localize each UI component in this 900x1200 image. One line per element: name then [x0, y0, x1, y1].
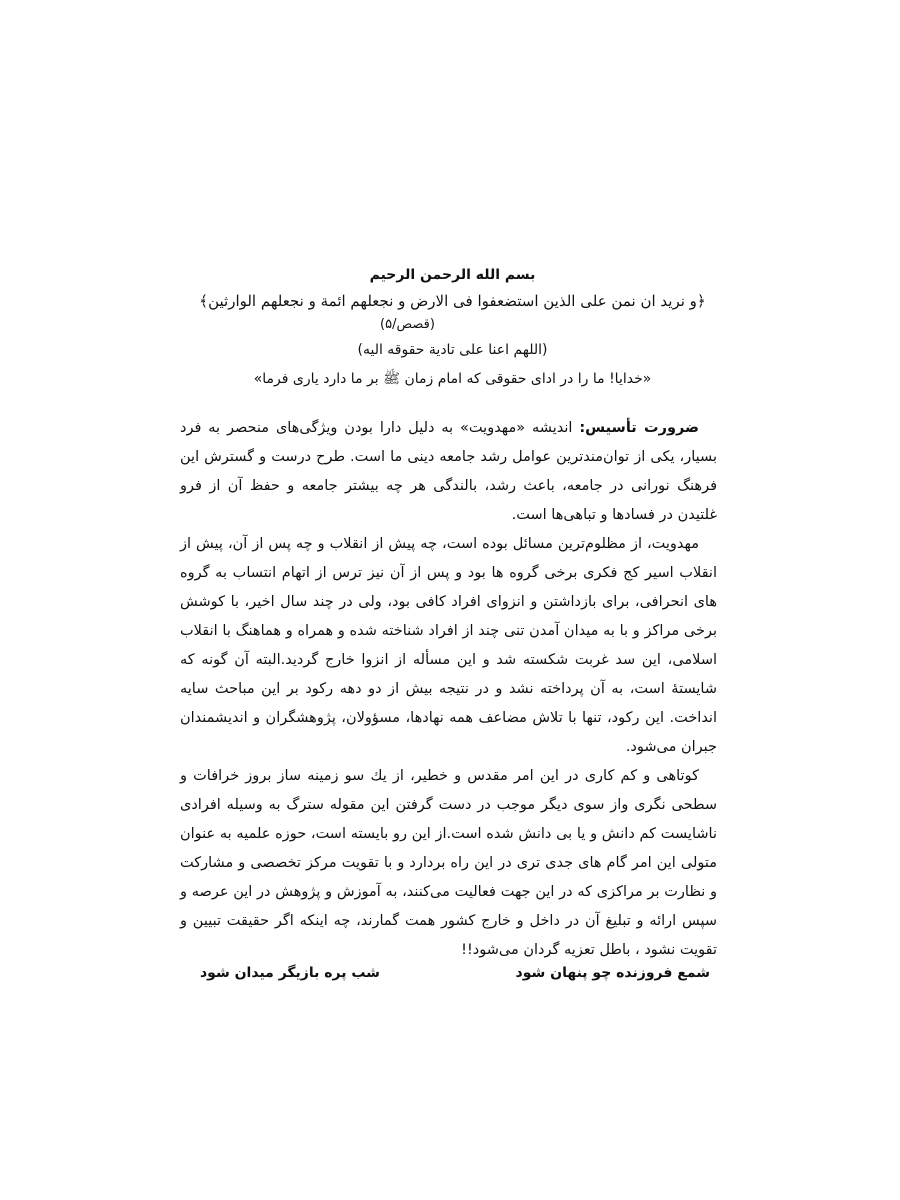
poem-hemistich-2: شب پره بازيگر ميدان شود [200, 965, 380, 981]
arabic-supplication: (اللهم اعنا على تادية حقوقه اليه) [357, 342, 548, 358]
paragraph-3: كوتاهى و كم كارى در اين امر مقدس و خطير، از يك سو زمينه ساز بروز خرافات و سطحى نگرى واز سوى ديگر موجب در دست گرفتن اين مقوله سترگ به وسيله افرادى ناشايست كم دانش و يا بى دانش شده است.از اين رو بايسته است، حوزه علميه به عنوان متولى اين امر گام هاى جدى ترى در اين راه بردارد و با تقويت مركز تخصصى و مشاركت و نظارت بر مراكزى كه در اين جهت فعاليت مى‌كنند، به آموزش و پژوهش در اين عرصه و سپس ارائه و تبليغ آن در داخل و خارج كشور همت گمارند، چه اينكه اگر حقيقت تبيين و تقويت نشود ، باطل تعزيه گردان مى‌شود!! [180, 768, 717, 958]
persian-supplication: «خدايا! ما را در اداى حقوقى كه امام زمان ﷺ بر ما دارد يارى فرما» [253, 371, 652, 387]
opening-header [180, 262, 725, 394]
poem-hemistich-1: شمع فروزنده چو پنهان شود [515, 965, 710, 981]
paragraph-1-text: انديشه «مهدويت» به دليل دارا بودن ويژگى‌هاى منحصر به فرد بسيار، يكى از توان‌مندترين عوامل رشد جامعه دينى ما است. طرح درست و گسترش اين فرهنگ نورانى در جامعه، باعث رشد، بالندگى هر چه بيشتر جامعه و حفظ آن از فرو غلتيدن در فسادها و تباهى‌ها است. [180, 420, 717, 523]
paragraph-1 [180, 414, 717, 530]
quran-verse: ﴿و نريد ان نمن على الذين استضعفوا فى الارض و نجعلهم ائمة و نجعلهم الوارثين﴾ [199, 292, 706, 310]
closing-poem [200, 960, 710, 986]
body-text [180, 414, 717, 965]
lead-term: ضرورت تأسيس: [579, 420, 700, 436]
basmala: بسم الله الرحمن الرحيم [369, 267, 536, 283]
verse-reference: (قصص/۵) [380, 317, 435, 332]
paragraph-2: مهدويت، از مظلوم‌ترين مسائل بوده است، چه پيش از انقلاب و چه پس از آن، پيش از انقلاب اسير كج فكرى برخى گروه ها بود و پس از آن نيز ترس از اتهام انتساب به گروه هاى انحرافى، براى بازداشتن و انزواى افراد كافى بود، ولى در چند سال اخير، با كوشش برخى مراكز و با به ميدان آمدن تنى چند از افراد شناخته شده و همراه و هماهنگ با انقلاب اسلامى، اين سد غربت شكسته شد و اين مسأله از انزوا خارج گرديد.البته آن گونه كه شايستهٔ است، به آن پرداخته نشد و در نتيجه بيش از دو دهه ركود بر اين مباحث سايه انداخت. اين ركود، تنها با تلاش مضاعف همه نهادها، مسؤولان، پژوهشگران و انديشمندان جبران مى‌شود. [180, 536, 717, 755]
